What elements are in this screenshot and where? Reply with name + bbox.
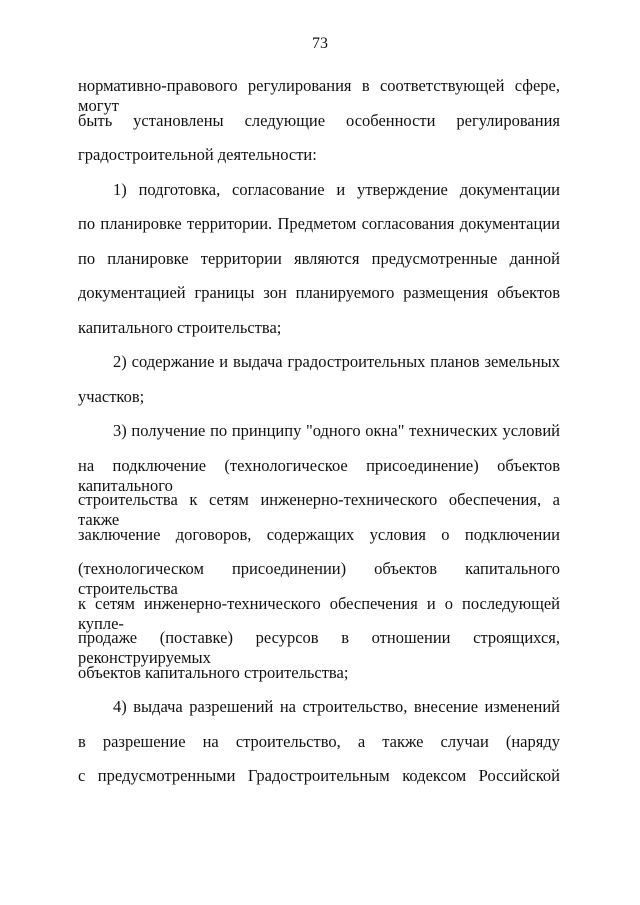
paragraph-start: 3) получение по принципу "одного окна" технических условий: [113, 421, 560, 440]
text-line: участков;: [78, 387, 145, 406]
text-line: продаже (поставке) ресурсов в отношении строящихся, реконструируемых: [78, 628, 560, 667]
paragraph-start: 1) подготовка, согласование и утверждение документации: [113, 180, 560, 199]
text-line: объектов капитального строительства;: [78, 663, 349, 682]
text-line: быть установлены следующие особенности регулирования: [78, 111, 560, 130]
text-line: градостроительной деятельности:: [78, 145, 317, 164]
text-line: нормативно-правового регулирования в соответствующей сфере, могут: [78, 76, 560, 115]
text-line: на подключение (технологическое присоединение) объектов капитального: [78, 456, 560, 495]
text-line: документацией границы зон планируемого размещения объектов: [78, 283, 560, 302]
text-line: строительства к сетям инженерно-технического обеспечения, а также: [78, 490, 560, 529]
paragraph-start: 2) содержание и выдача градостроительных планов земельных: [113, 352, 560, 371]
text-line: с предусмотренными Градостроительным кодексом Российской: [78, 766, 560, 785]
text-line: (технологическом присоединении) объектов капитального строительства: [78, 559, 560, 598]
text-line: по планировке территории. Предметом согласования документации: [78, 214, 560, 233]
page-number: 73: [312, 35, 328, 52]
text-line: в разрешение на строительство, а также случаи (наряду: [78, 732, 560, 751]
text-line: капитального строительства;: [78, 318, 282, 337]
text-line: к сетям инженерно-технического обеспечения и о последующей купле-: [78, 594, 560, 633]
paragraph-start: 4) выдача разрешений на строительство, внесение изменений: [113, 697, 560, 716]
text-line: заключение договоров, содержащих условия о подключении: [78, 525, 560, 544]
text-line: по планировке территории являются предусмотренные данной: [78, 249, 560, 268]
